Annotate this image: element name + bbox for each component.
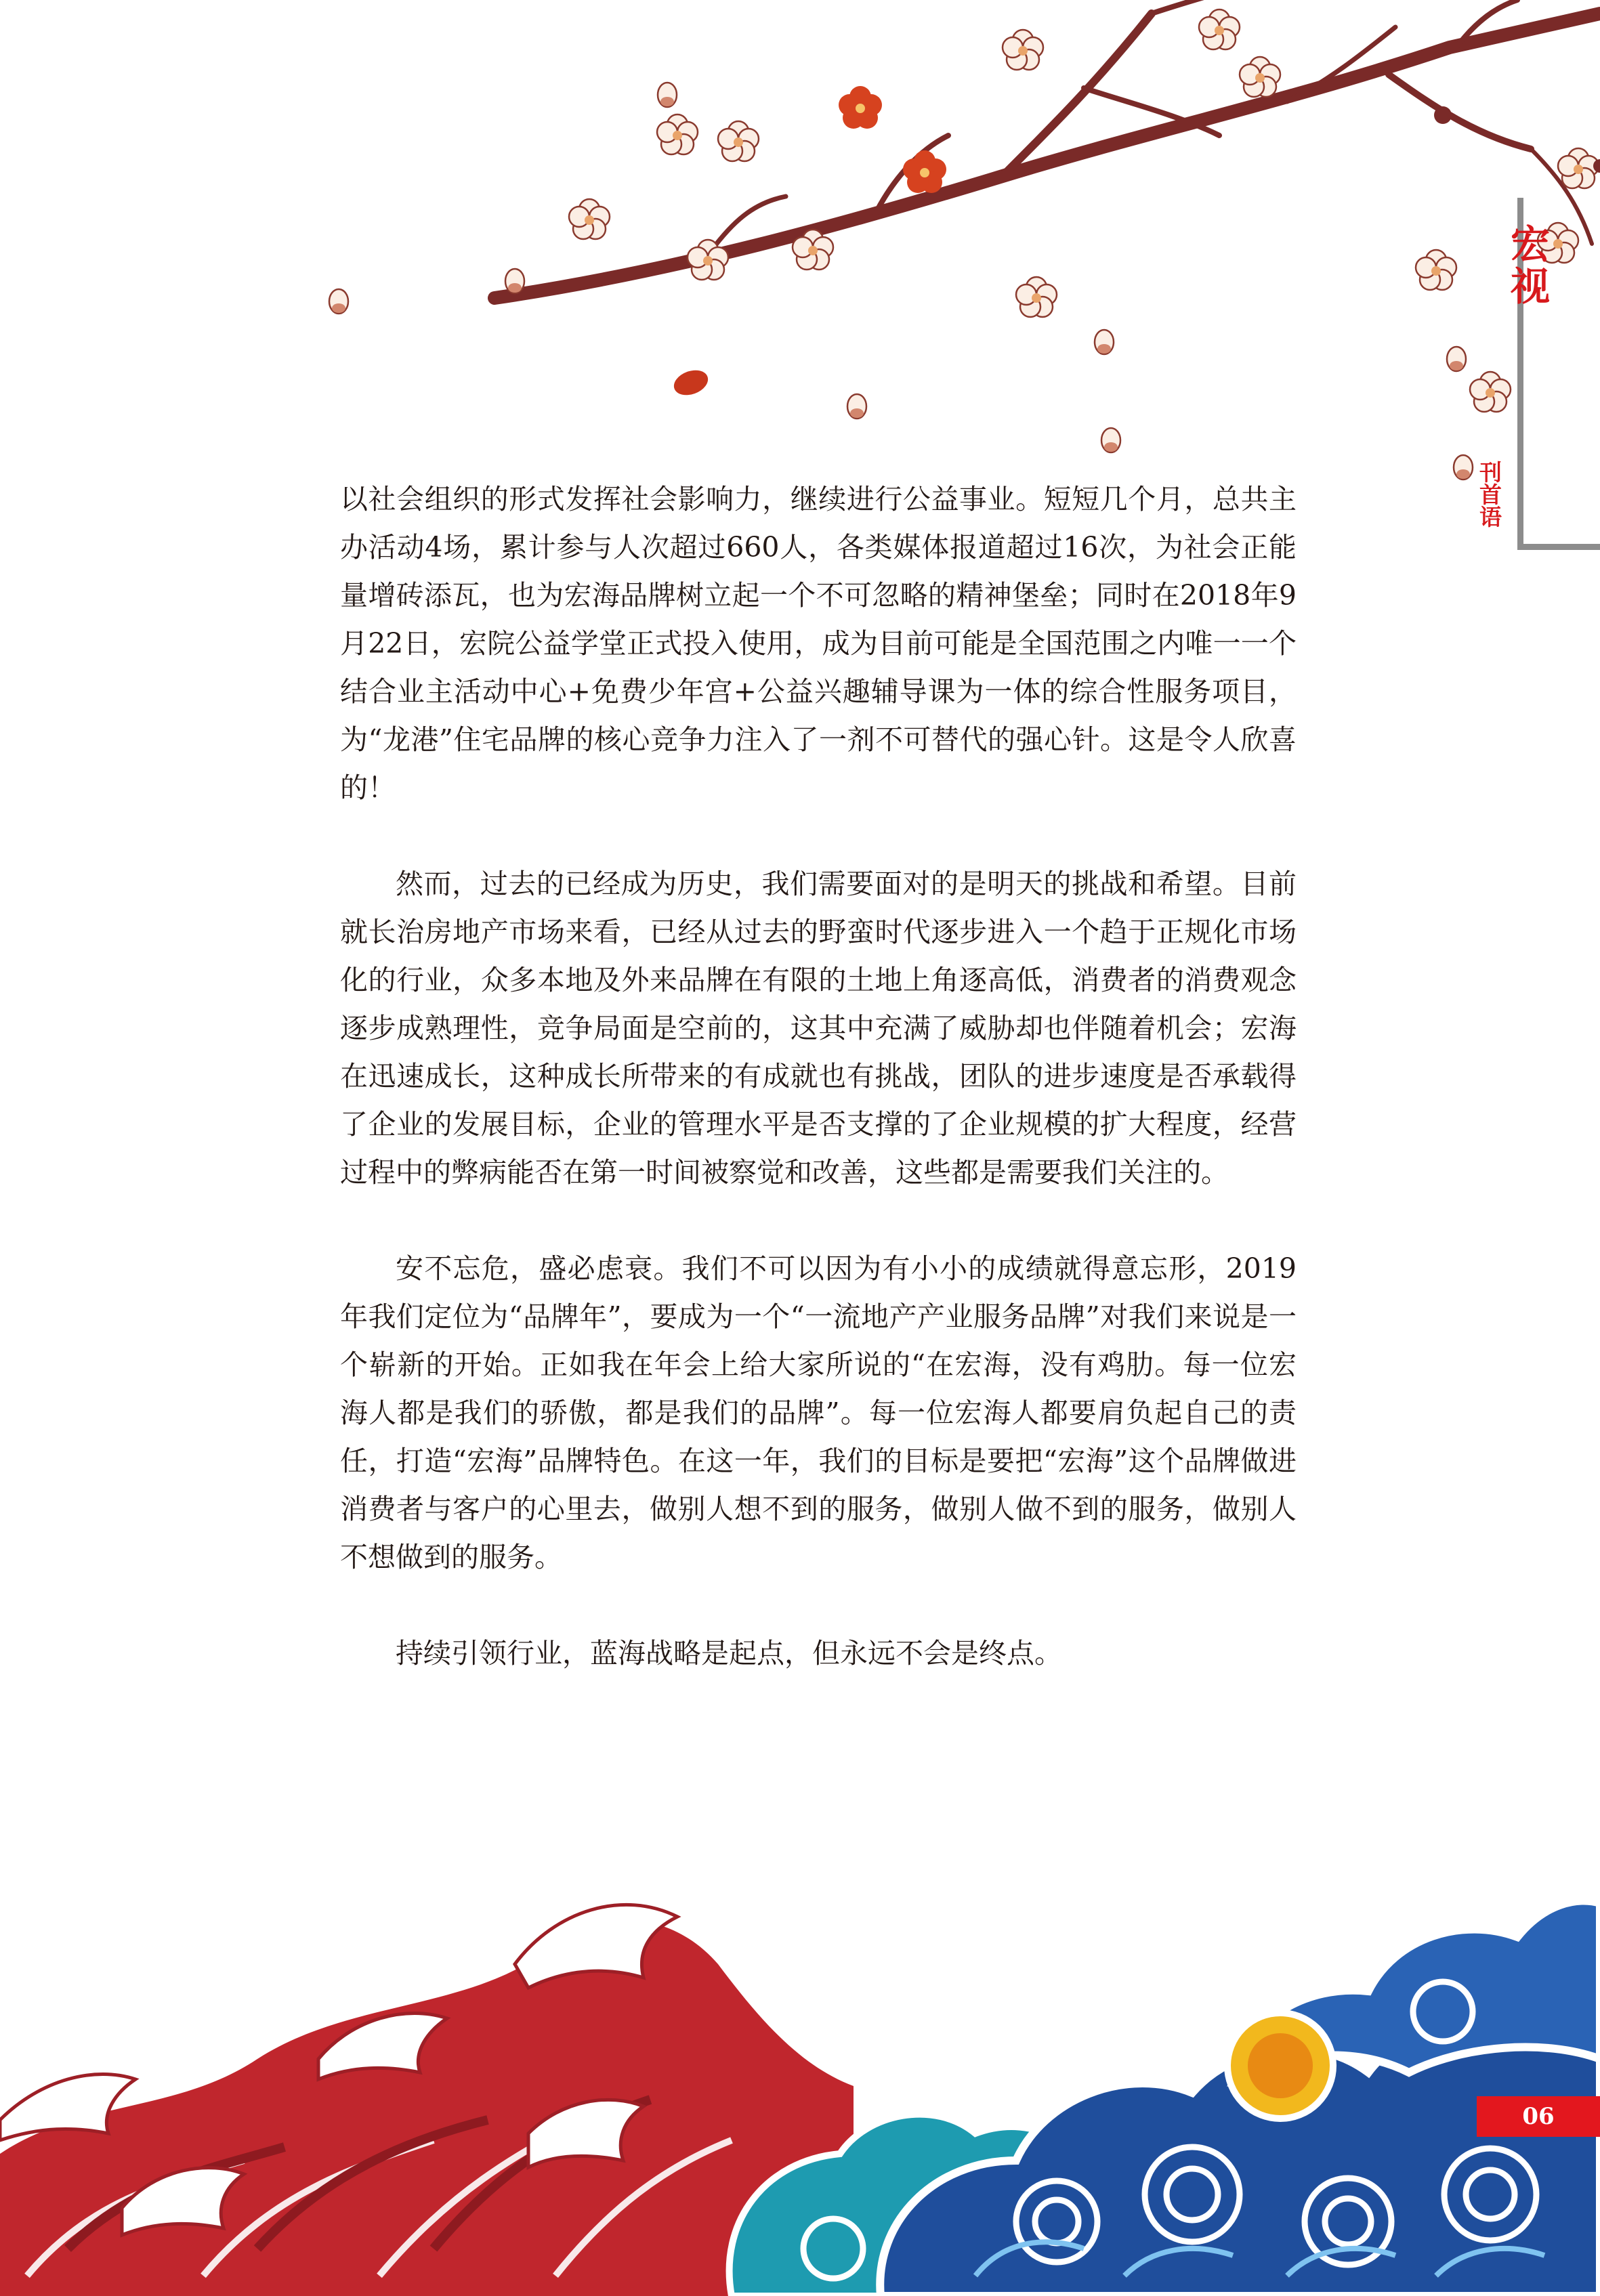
tab-horizontal-rule [1517, 544, 1600, 550]
paragraph-3: 安不忘危，盛必虑衰。我们不可以因为有小小的成绩就得意忘形，2019年我们定位为“品牌年”，要成为一个“一流地产产业服务品牌”对我们来说是一个崭新的开始。正如我在年会上给大家所说的“在宏海，没有鸡肋。每一位宏海人都是我们的骄傲，都是我们的品牌”。每一位宏海人都要肩负起自己的责任，打造“宏海”品牌特色。在这一年，我们的目标是要把“宏海”这个品牌做进消费者与客户的心里去，做别人想不到的服务，做别人做不到的服务，做别人不想做到的服务。 [340, 1252, 1297, 1573]
auspicious-waves-illustration [0, 1842, 1600, 2296]
paragraph-4: 持续引领行业，蓝海战略是起点，但永远不会是终点。 [396, 1637, 1062, 1670]
plum-blossom-branch-illustration [0, 0, 1600, 488]
paragraph-1: 以社会组织的形式发挥社会影响力，继续进行公益事业。短短几个月，总共主办活动4场，累计参与人次超过660人，各类媒体报道超过16次，为社会正能量增砖添瓦，也为宏海品牌树立起一个不可忽略的精神堡垒；同时在2018年9月22日，宏院公益学堂正式投入使用，成为目前可能是全国范围之内唯一一个结合业主活动中心+免费少年宫+公益兴趣辅导课为一体的综合性服务项目，为“龙港”住宅品牌的核心竞争力注入了一剂不可替代的强心针。这是令人欣喜的！ [340, 483, 1297, 804]
section-subtitle: 刊首语 [1476, 461, 1502, 528]
paragraph-2: 然而，过去的已经成为历史，我们需要面对的是明天的挑战和希望。目前就长治房地产市场来看，已经从过去的野蛮时代逐步进入一个趋于正规化市场化的行业，众多本地及外来品牌在有限的土地上角逐高低，消费者的消费观念逐步成熟理性，竞争局面是空前的，这其中充满了威胁却也伴随着机会；宏海在迅速成长，这种成长所带来的有成就也有挑战，团队的进步速度是否承载得了企业的发展目标，企业的管理水平是否支撑的了企业规模的扩大程度，经营过程中的弊病能否在第一时间被察觉和改善，这些都是需要我们关注的。 [340, 868, 1297, 1189]
article-body [340, 475, 1297, 1726]
section-title: 宏视 [1504, 224, 1550, 307]
page-number: 06 [1477, 2096, 1600, 2137]
